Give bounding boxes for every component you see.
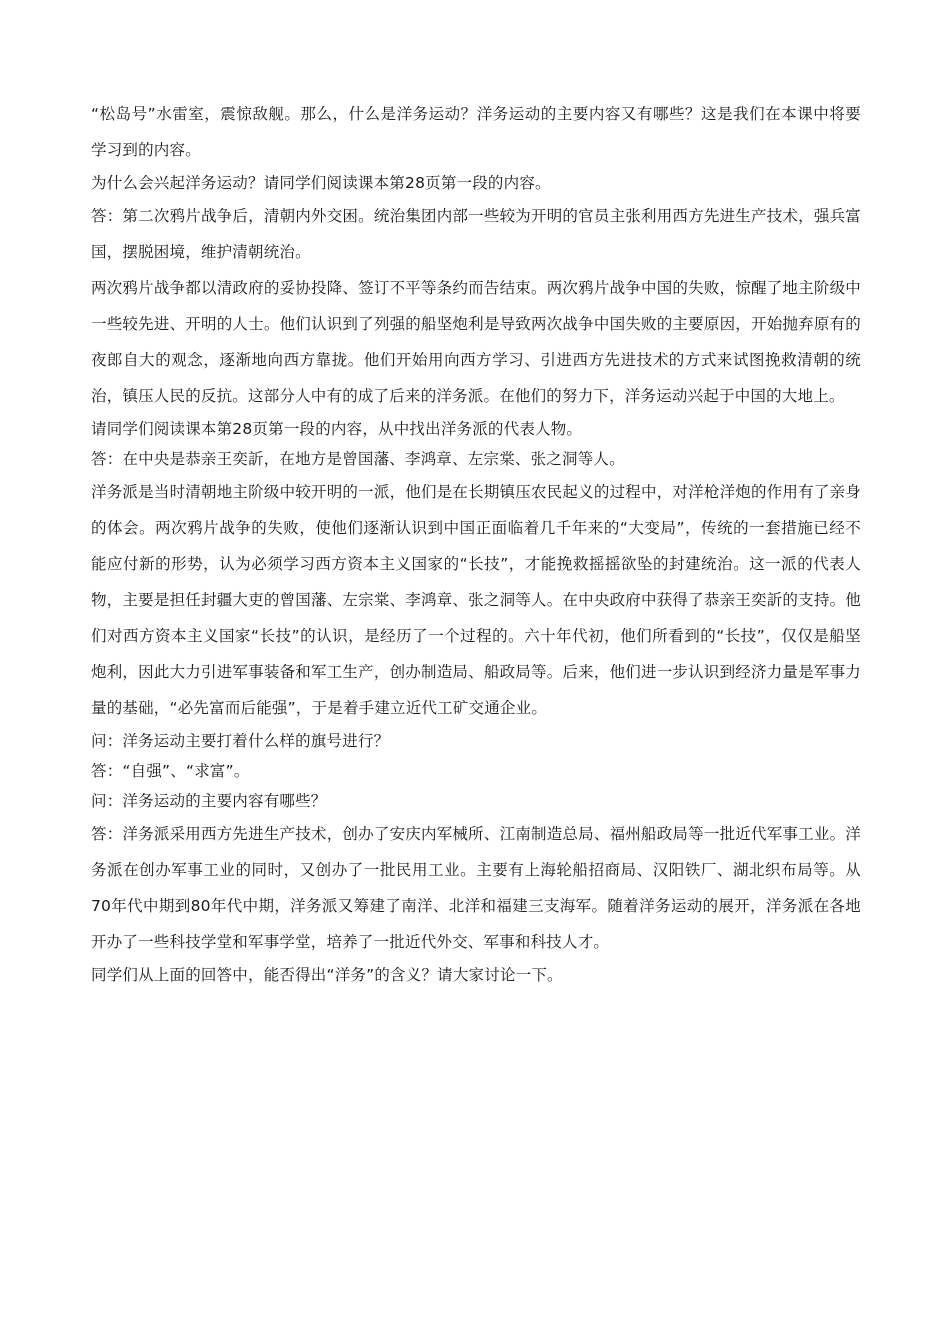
- question-slogan: 问：洋务运动主要打着什么样的旗号进行？: [91, 732, 390, 750]
- question-main-content: 问：洋务运动的主要内容有哪些？: [91, 792, 327, 810]
- paragraph-westernization-faction: 洋务派是当时清朝地主阶级中较开明的一派，他们是在长期镇压农民起义的过程中，对洋枪洋炮的作用有了亲身的体会。两次鸦片战争的失败，使他们逐渐认识到中国正面临着几千年来的“大变局”，传统的一套措施已经不能应付新的形势，认为必须学习西方资本主义国家的“长技”，才能挽救摇摇欲坠的封建统治。这一派的代表人物，主要是担任封疆大吏的曾国藩、左宗棠、李鸿章、张之洞等人。在中央政府中获得了恭亲王奕訢的支持。他们对西方资本主义国家“长技”的认识，是经历了一个过程的。六十年代初，他们所看到的“长技”，仅仅是船坚炮利，因此大力引进军事装备和军工生产，创办制造局、船政局等。后来，他们进一步认识到经济力量是军事力量的基础，“必先富而后能强”，于是着手建立近代工矿交通企业。: [91, 483, 861, 717]
- question-why-rise: 为什么会兴起洋务运动？请同学们阅读课本第28页第一段的内容。: [91, 174, 551, 192]
- discussion-prompt: 同学们从上面的回答中，能否得出“洋务”的含义？请大家讨论一下。: [91, 966, 563, 984]
- question-representatives: 请同学们阅读课本第28页第一段的内容，从中找出洋务派的代表人物。: [91, 420, 583, 438]
- answer-slogan: 答：“自强”、“求富”。: [91, 762, 250, 780]
- paragraph-opium-war-background: 两次鸦片战争都以清政府的妥协投降、签订不平等条约而告结束。两次鸦片战争中国的失败，惊醒了地主阶级中一些较先进、开明的人士。他们认识到了列强的船坚炮利是导致两次战争中国失败的主要原因，开始抛弃原有的夜郎自大的观念，逐渐地向西方靠拢。他们开始用向西方学习、引进西方先进技术的方式来试图挽救清朝的统治，镇压人民的反抗。这部分人中有的成了后来的洋务派。在他们的努力下，洋务运动兴起于中国的大地上。: [91, 279, 861, 405]
- answer-representatives: 答：在中央是恭亲王奕訢，在地方是曾国藩、李鸿章、左宗棠、张之洞等人。: [91, 450, 625, 468]
- answer-why-rise: 答：第二次鸦片战争后，清朝内外交困。统治集团内部一些较为开明的官员主张利用西方先进生产技术，强兵富国，摆脱困境，维护清朝统治。: [91, 207, 861, 261]
- answer-main-content: 答：洋务派采用西方先进生产技术，创办了安庆内军械所、江南制造总局、福州船政局等一批近代军事工业。洋务派在创办军事工业的同时，又创办了一批民用工业。主要有上海轮船招商局、汉阳铁厂、湖北织布局等。从70年代中期到80年代中期，洋务派又筹建了南洋、北洋和福建三支海军。随着洋务运动的展开，洋务派在各地开办了一些科技学堂和军事学堂，培养了一批近代外交、军事和科技人才。: [91, 825, 861, 951]
- paragraph-intro: “松岛号”水雷室，震惊敌舰。那么，什么是洋务运动？洋务运动的主要内容又有哪些？这是我们在本课中将要学习到的内容。: [91, 105, 861, 159]
- document-body: [91, 96, 861, 990]
